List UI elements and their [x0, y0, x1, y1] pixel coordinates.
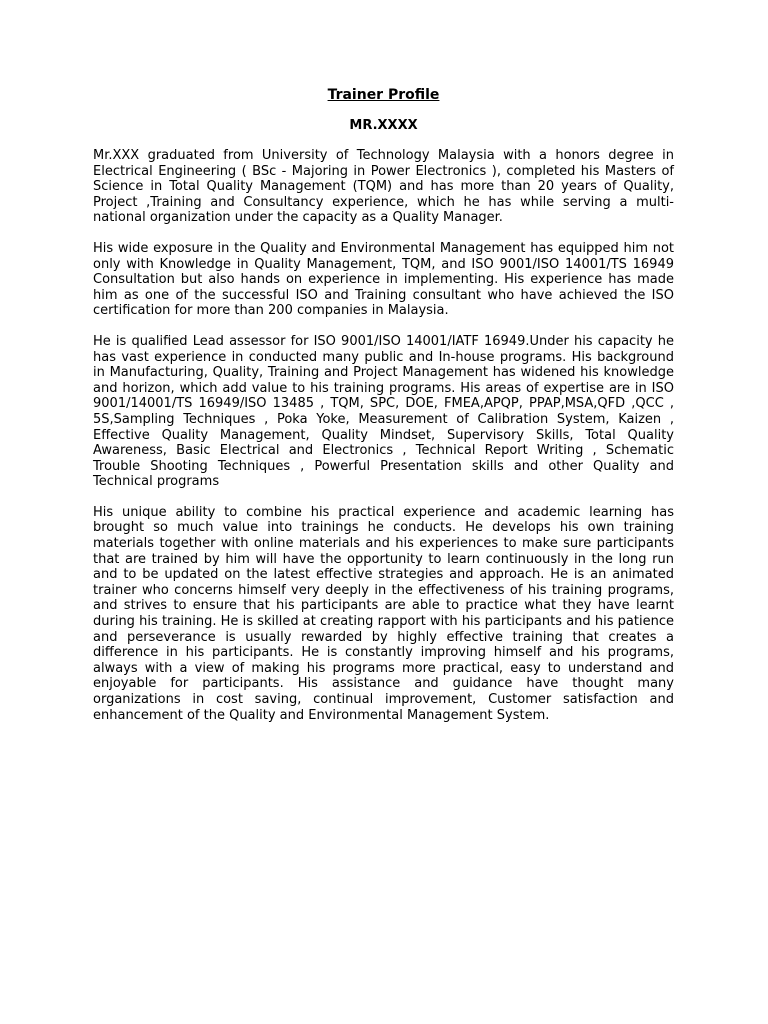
document-title: Trainer Profile	[327, 87, 440, 103]
paragraph-exposure: His wide exposure in the Quality and Environmental Management has equipped him not only with Knowledge in Quality Management, TQM, and ISO 9001/ISO 14001/TS 16949 Consultation but also hands on experience in implementing. His experience has made him as one of the successful ISO and Training consultant who have achieved the ISO certification for more than 200 companies in Malaysia.	[93, 240, 674, 319]
document-page	[93, 86, 674, 738]
trainer-name: MR.XXXX	[349, 118, 418, 133]
paragraph-ability: His unique ability to combine his practical experience and academic learning has brought so much value into trainings he conducts. He develops his own training materials together with online materials and his experiences to make sure participants that are trained by him will have the opportunity to learn continuously in the long run and to be updated on the latest effective strategies and approach. He is an animated trainer who concerns himself very deeply in the effectiveness of his training programs, and strives to ensure that his participants are able to practice what they have learnt during his training. He is skilled at creating rapport with his participants and his patience and perseverance is usually rewarded by highly effective training that creates a difference in his participants. He is constantly improving himself and his programs, always with a view of making his programs more practical, easy to understand and enjoyable for participants. His assistance and guidance have thought many organizations in cost saving, continual improvement, Customer satisfaction and enhancement of the Quality and Environmental Management System.	[93, 504, 674, 723]
paragraph-expertise: He is qualified Lead assessor for ISO 9001/ISO 14001/IATF 16949.Under his capacity he has vast experience in conducted many public and In-house programs. His background in Manufacturing, Quality, Training and Project Management has widened his knowledge and horizon, which add value to his training programs. His areas of expertise are in ISO 9001/14001/TS 16949/ISO 13485 , TQM, SPC, DOE, FMEA,APQP, PPAP,MSA,QFD ,QCC , 5S,Sampling Techniques , Poka Yoke, Measurement of Calibration System, Kaizen , Effective Quality Management, Quality Mindset, Supervisory Skills, Total Quality Awareness, Basic Electrical and Electronics , Technical Report Writing , Schematic Trouble Shooting Techniques , Powerful Presentation skills and other Quality and Technical programs	[93, 333, 674, 490]
paragraph-education: Mr.XXX graduated from University of Technology Malaysia with a honors degree in Electrical Engineering ( BSc - Majoring in Power Electronics ), completed his Masters of Science in Total Quality Management (TQM) and has more than 20 years of Quality, Project ,Training and Consultancy experience, which he has while serving a multi-national organization under the capacity as a Quality Manager.	[93, 148, 674, 226]
